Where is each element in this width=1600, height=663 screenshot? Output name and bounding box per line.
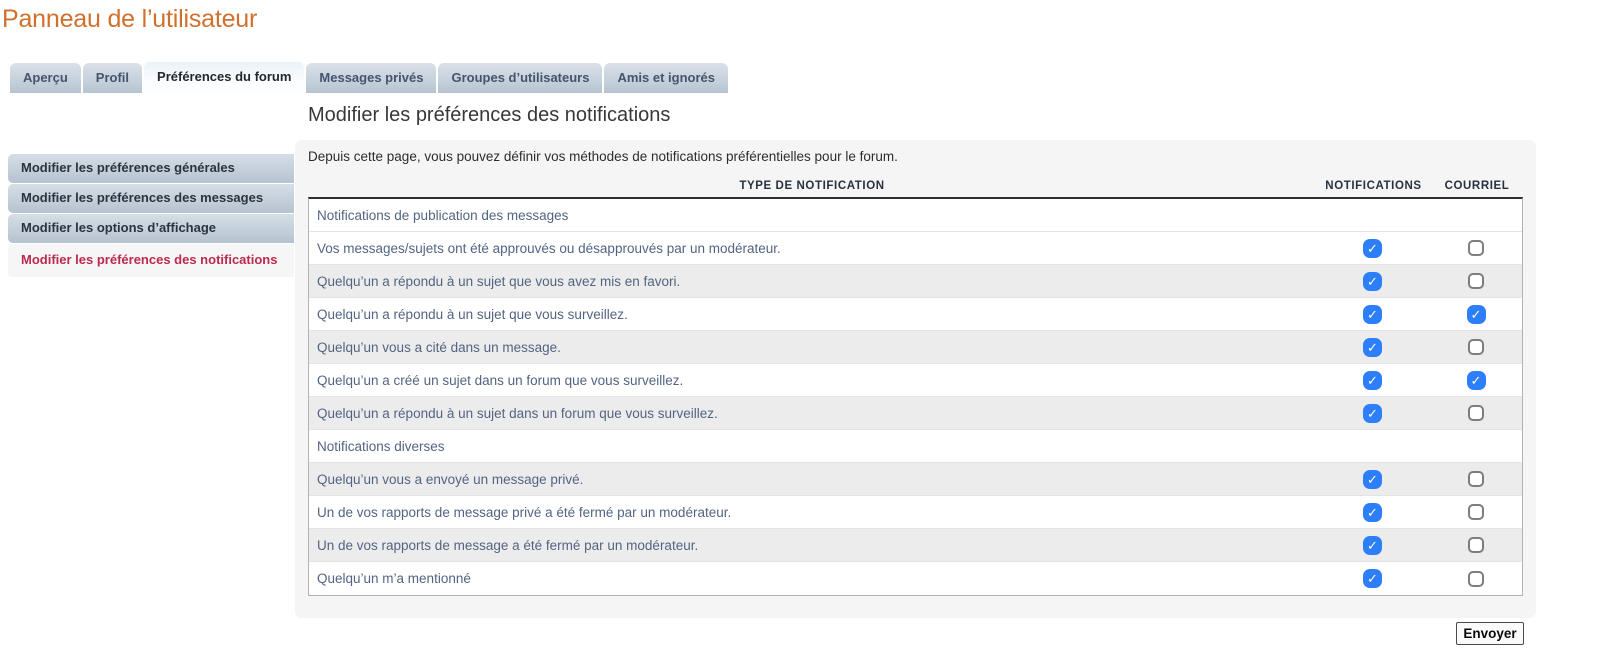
courriel-checkbox-checked[interactable]	[1467, 305, 1486, 324]
section-header-row	[309, 430, 1522, 463]
sidebar	[8, 154, 294, 278]
tab-groupes-d-utilisateurs[interactable]: Groupes d’utilisateurs	[438, 63, 602, 93]
notifications-cell	[1315, 338, 1430, 357]
notification-type-label: Quelqu’un m’a mentionné	[317, 571, 471, 586]
section-header-label: Notifications diverses	[317, 438, 445, 454]
notification-type-label: Quelqu’un a répondu à un sujet que vous surveillez.	[317, 306, 628, 322]
notifications-cell	[1315, 470, 1430, 489]
notifications-cell	[1315, 404, 1430, 423]
tab-amis-et-ignores[interactable]: Amis et ignorés	[604, 63, 728, 93]
notifications-checkbox-checked[interactable]	[1363, 569, 1382, 588]
courriel-checkbox[interactable]	[1468, 273, 1484, 289]
panel-description: Depuis cette page, vous pouvez définir vos méthodes de notifications préférentielles pour le forum.	[308, 149, 898, 164]
section-header-row	[309, 199, 1522, 232]
table-row	[309, 562, 1522, 595]
courriel-cell	[1430, 504, 1522, 520]
table-row	[309, 331, 1522, 364]
column-header-courriel: COURRIEL	[1444, 180, 1510, 192]
column-header-type: TYPE DE NOTIFICATION	[739, 180, 885, 192]
courriel-checkbox[interactable]	[1468, 537, 1484, 553]
table-row	[309, 496, 1522, 529]
table-header-row	[308, 180, 1523, 192]
notifications-cell	[1315, 503, 1430, 522]
notification-type-label: Vos messages/sujets ont été approuvés ou désapprouvés par un modérateur.	[317, 240, 781, 256]
tab-preferences-du-forum[interactable]: Préférences du forum	[144, 62, 304, 93]
courriel-cell	[1430, 471, 1522, 487]
page-title: Panneau de l’utilisateur	[2, 5, 258, 33]
courriel-checkbox[interactable]	[1468, 405, 1484, 421]
table-row	[309, 232, 1522, 265]
tab-apercu[interactable]: Aperçu	[10, 63, 81, 93]
notifications-checkbox-checked[interactable]	[1363, 404, 1382, 423]
notifications-cell	[1315, 272, 1430, 291]
courriel-cell	[1430, 571, 1522, 587]
notification-type-label: Quelqu’un vous a cité dans un message.	[317, 339, 561, 355]
courriel-checkbox[interactable]	[1468, 571, 1484, 587]
tab-profil[interactable]: Profil	[83, 63, 142, 93]
tab-messages-prives[interactable]: Messages privés	[306, 63, 436, 93]
courriel-cell	[1430, 240, 1522, 256]
section-header-label: Notifications de publication des messages	[317, 207, 569, 223]
courriel-checkbox-checked[interactable]	[1467, 371, 1486, 390]
notifications-checkbox-checked[interactable]	[1363, 371, 1382, 390]
courriel-cell	[1430, 305, 1522, 324]
sidebar-item-modifier-les-preferences-generales[interactable]: Modifier les préférences générales	[8, 154, 294, 183]
notifications-cell	[1315, 371, 1430, 390]
notifications-cell	[1315, 305, 1430, 324]
notifications-checkbox-checked[interactable]	[1363, 305, 1382, 324]
notifications-checkbox-checked[interactable]	[1363, 272, 1382, 291]
sidebar-item-modifier-les-preferences-des-notifications[interactable]: Modifier les préférences des notifications	[8, 244, 294, 277]
table-row	[309, 397, 1522, 430]
table-row	[309, 265, 1522, 298]
courriel-checkbox[interactable]	[1468, 504, 1484, 520]
section-heading: Modifier les préférences des notifications	[308, 104, 671, 126]
column-header-notifications: NOTIFICATIONS	[1325, 180, 1422, 192]
notification-table	[308, 197, 1523, 596]
notifications-checkbox-checked[interactable]	[1363, 338, 1382, 357]
sidebar-item-modifier-les-preferences-des-messages[interactable]: Modifier les préférences des messages	[8, 184, 294, 213]
courriel-cell	[1430, 371, 1522, 390]
table-row	[309, 463, 1522, 496]
notification-type-label: Un de vos rapports de message privé a été fermé par un modérateur.	[317, 504, 732, 520]
notification-type-label: Quelqu’un a créé un sujet dans un forum que vous surveillez.	[317, 372, 684, 388]
notifications-cell	[1315, 569, 1430, 588]
notification-type-label: Quelqu’un a répondu à un sujet que vous avez mis en favori.	[317, 273, 681, 289]
notifications-checkbox-checked[interactable]	[1363, 536, 1382, 555]
courriel-checkbox[interactable]	[1468, 339, 1484, 355]
submit-button[interactable]: Envoyer	[1456, 622, 1524, 645]
tab-bar	[10, 62, 730, 93]
notification-preferences-panel	[295, 140, 1536, 618]
courriel-cell	[1430, 273, 1522, 289]
courriel-cell	[1430, 537, 1522, 553]
notifications-cell	[1315, 239, 1430, 258]
courriel-cell	[1430, 339, 1522, 355]
notifications-checkbox-checked[interactable]	[1363, 470, 1382, 489]
notifications-checkbox-checked[interactable]	[1363, 239, 1382, 258]
table-row	[309, 529, 1522, 562]
sidebar-item-modifier-les-options-d-affichage[interactable]: Modifier les options d’affichage	[8, 214, 294, 243]
notifications-cell	[1315, 536, 1430, 555]
notifications-checkbox-checked[interactable]	[1363, 503, 1382, 522]
courriel-checkbox[interactable]	[1468, 240, 1484, 256]
table-row	[309, 364, 1522, 397]
courriel-cell	[1430, 405, 1522, 421]
notification-type-label: Quelqu’un a répondu à un sujet dans un forum que vous surveillez.	[317, 405, 718, 421]
notification-type-label: Quelqu’un vous a envoyé un message privé.	[317, 471, 584, 487]
courriel-checkbox[interactable]	[1468, 471, 1484, 487]
notification-type-label: Un de vos rapports de message a été fermé par un modérateur.	[317, 537, 699, 553]
table-row	[309, 298, 1522, 331]
